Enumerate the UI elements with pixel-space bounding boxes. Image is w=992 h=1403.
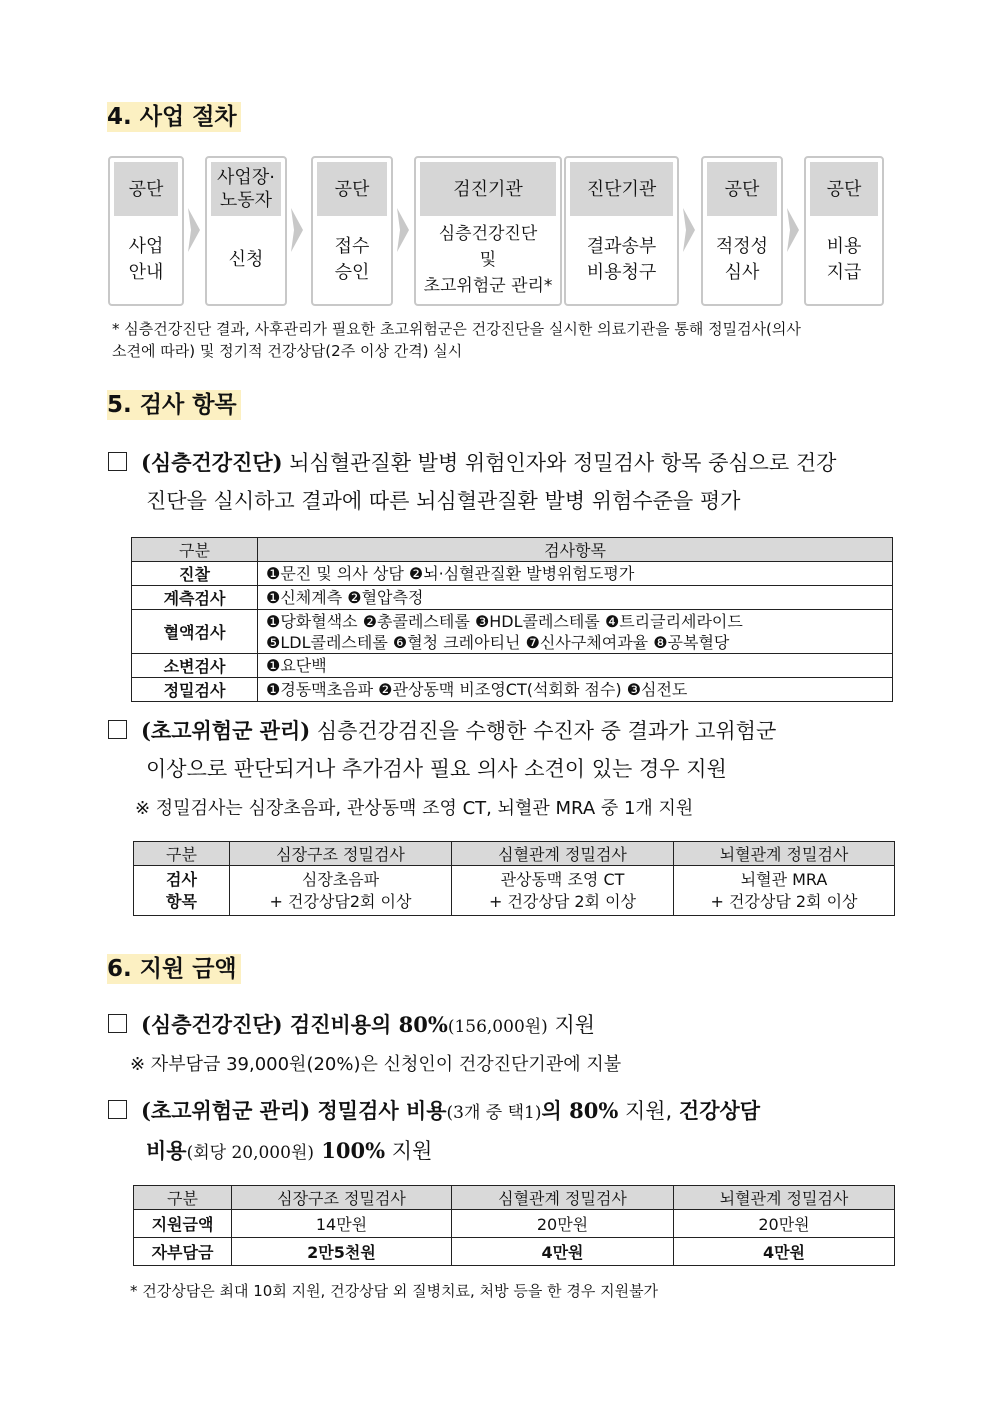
table-header: 구분 <box>134 1186 232 1210</box>
table-header: 심장구조 정밀검사 <box>232 1186 452 1210</box>
para-lead: (초고위험군 관리) <box>141 1098 311 1123</box>
table-header: 구분 <box>132 538 258 562</box>
chevron-right-icon <box>683 208 695 252</box>
table-row <box>132 586 893 610</box>
section-title-4: 4. 사업 절차 <box>107 102 241 132</box>
detail-note: ※ 정밀검사는 심장초음파, 관상동맥 조영 CT, 뇌혈관 MRA 중 1개 지원 <box>135 798 694 819</box>
chevron-right-icon <box>291 208 303 252</box>
para-lead: (초고위험군 관리) <box>141 718 311 743</box>
cost-note: ※ 자부담금 39,000원(20%)은 신청인이 건강진단기관에 지불 <box>130 1054 622 1075</box>
flow-step <box>205 156 287 306</box>
flow-step-body: 결과송부 비용청구 <box>586 236 657 283</box>
flow-note: * 심층건강진단 결과, 사후관리가 필요한 초고위험군은 건강진단을 실시한 의료기관을 통해 정밀검사(의사 소견에 따라) 및 정기적 건강상담(2주 이상 간격) 실시 <box>112 320 801 360</box>
final-note: * 건강상담은 최대 10회 지원, 건강상담 외 질병치료, 처방 등을 한 경우 지원불가 <box>130 1282 659 1300</box>
checkbox-bullet <box>108 720 127 739</box>
table-header: 심혈관계 정밀검사 <box>452 1186 674 1210</box>
table-cell: ❶문진 및 의사 상담 ❷뇌·심혈관질환 발병위험도평가 <box>258 562 893 586</box>
checkbox-bullet <box>108 1100 127 1119</box>
table-header: 심장구조 정밀검사 <box>230 842 452 866</box>
para-text-bold: 100% <box>314 1138 386 1163</box>
para-text-small: (156,000원) <box>447 1017 548 1037</box>
row-label: 지원금액 <box>134 1210 232 1238</box>
para-text-bold: 검진비용의 80% <box>282 1012 448 1037</box>
exam-paragraph-1 <box>108 444 908 520</box>
flow-step-body: 접수 승인 <box>334 236 370 283</box>
table-cell: 관상동맥 조영 CT + 건강상담 2회 이상 <box>452 866 674 916</box>
para-text: 뇌심혈관질환 발병 위험인자와 정밀검사 항목 중심으로 건강 <box>282 451 837 475</box>
table-cell: ❶경동맥초음파 ❷관상동맥 비조영CT(석회화 점수) ❸심전도 <box>258 678 893 702</box>
chevron-right-icon <box>787 208 799 252</box>
section-title-5: 5. 검사 항목 <box>107 390 241 420</box>
table-cell: 2만5천원 <box>232 1238 452 1266</box>
flow-step-head: 공단 <box>707 162 777 216</box>
cost-paragraph-2 <box>108 1092 908 1172</box>
table-cell: 20만원 <box>452 1210 674 1238</box>
exam-paragraph-2 <box>108 712 908 788</box>
flow-step-head: 공단 <box>810 162 878 216</box>
chevron-right-icon <box>397 208 409 252</box>
process-flow <box>108 156 884 308</box>
row-label: 혈액검사 <box>132 610 258 654</box>
table-header: 뇌혈관계 정밀검사 <box>674 842 895 866</box>
table-cell: 4만원 <box>452 1238 674 1266</box>
flow-step-head: 공단 <box>317 162 387 216</box>
flow-step-body: 심층건강진단 및 초고위험군 관리* <box>423 224 553 296</box>
row-label: 정밀검사 <box>132 678 258 702</box>
table-cell: 4만원 <box>674 1238 895 1266</box>
row-label: 진찰 <box>132 562 258 586</box>
flow-step <box>701 156 783 306</box>
flow-step <box>564 156 679 306</box>
para-text: 지원 <box>547 1013 596 1037</box>
exam-items-table <box>131 537 893 702</box>
table-header: 검사항목 <box>258 538 893 562</box>
flow-step <box>311 156 393 306</box>
detail-exam-table <box>133 841 895 916</box>
para-text-bold: 비용 <box>146 1138 187 1163</box>
flow-step-head: 공단 <box>114 162 178 216</box>
table-row <box>132 654 893 678</box>
support-cost-table <box>133 1185 895 1266</box>
para-lead: (심층건강진단) <box>141 450 283 475</box>
row-label: 계측검사 <box>132 586 258 610</box>
para-text-cont: 진단을 실시하고 결과에 따른 뇌심혈관질환 발병 위험수준을 평가 <box>146 489 741 513</box>
table-cell: 20만원 <box>674 1210 895 1238</box>
flow-step <box>414 156 562 306</box>
flow-step <box>804 156 884 306</box>
table-cell: ❶신체계측 ❷혈압측정 <box>258 586 893 610</box>
table-cell: 심장초음파 + 건강상담2회 이상 <box>230 866 452 916</box>
flow-step-body: 사업 안내 <box>128 236 164 283</box>
flow-step-body: 비용 지급 <box>826 236 862 283</box>
para-text: 심층건강검진을 수행한 수진자 중 결과가 고위험군 <box>310 719 777 743</box>
flow-step-body: 적정성 심사 <box>715 236 769 283</box>
para-text-bold: 건강상담 <box>678 1098 761 1123</box>
para-text-small: (3개 중 택1) <box>446 1103 542 1123</box>
table-header: 구분 <box>134 842 230 866</box>
checkbox-bullet <box>108 1014 127 1033</box>
row-label: 검사 항목 <box>134 866 230 916</box>
flow-step-body: 신청 <box>228 249 264 270</box>
chevron-right-icon <box>188 208 200 252</box>
table-cell: 뇌혈관 MRA + 건강상담 2회 이상 <box>674 866 895 916</box>
para-text: 지원, <box>618 1099 679 1123</box>
para-text-cont: 이상으로 판단되거나 추가검사 필요 의사 소견이 있는 경우 지원 <box>146 757 727 781</box>
para-text-bold: 정밀검사 비용 <box>310 1098 447 1123</box>
flow-step-head: 검진기관 <box>420 162 556 216</box>
table-header: 뇌혈관계 정밀검사 <box>674 1186 895 1210</box>
table-cell: 14만원 <box>232 1210 452 1238</box>
table-row <box>132 610 893 654</box>
flow-step <box>108 156 184 306</box>
row-label: 자부담금 <box>134 1238 232 1266</box>
para-text: 지원 <box>385 1139 433 1163</box>
section-title-6: 6. 지원 금액 <box>107 954 241 984</box>
table-cell: ❶요단백 <box>258 654 893 678</box>
para-text-bold: 의 80% <box>541 1098 619 1123</box>
flow-step-head: 진단기관 <box>570 162 673 216</box>
table-row <box>132 562 893 586</box>
table-row <box>132 678 893 702</box>
para-text-small: (회당 20,000원) <box>186 1143 314 1163</box>
table-header: 심혈관계 정밀검사 <box>452 842 674 866</box>
para-lead: (심층건강진단) <box>141 1012 283 1037</box>
checkbox-bullet <box>108 452 127 471</box>
cost-paragraph-1 <box>108 1006 908 1046</box>
table-cell: ❶당화혈색소 ❷총콜레스테롤 ❸HDL콜레스테롤 ❹트리글리세라이드 ❺LDL콜레스테롤 ❻혈청 크레아티닌 ❼신사구체여과율 ❽공복혈당 <box>258 610 893 654</box>
row-label: 소변검사 <box>132 654 258 678</box>
flow-step-head: 사업장· 노동자 <box>211 162 281 216</box>
